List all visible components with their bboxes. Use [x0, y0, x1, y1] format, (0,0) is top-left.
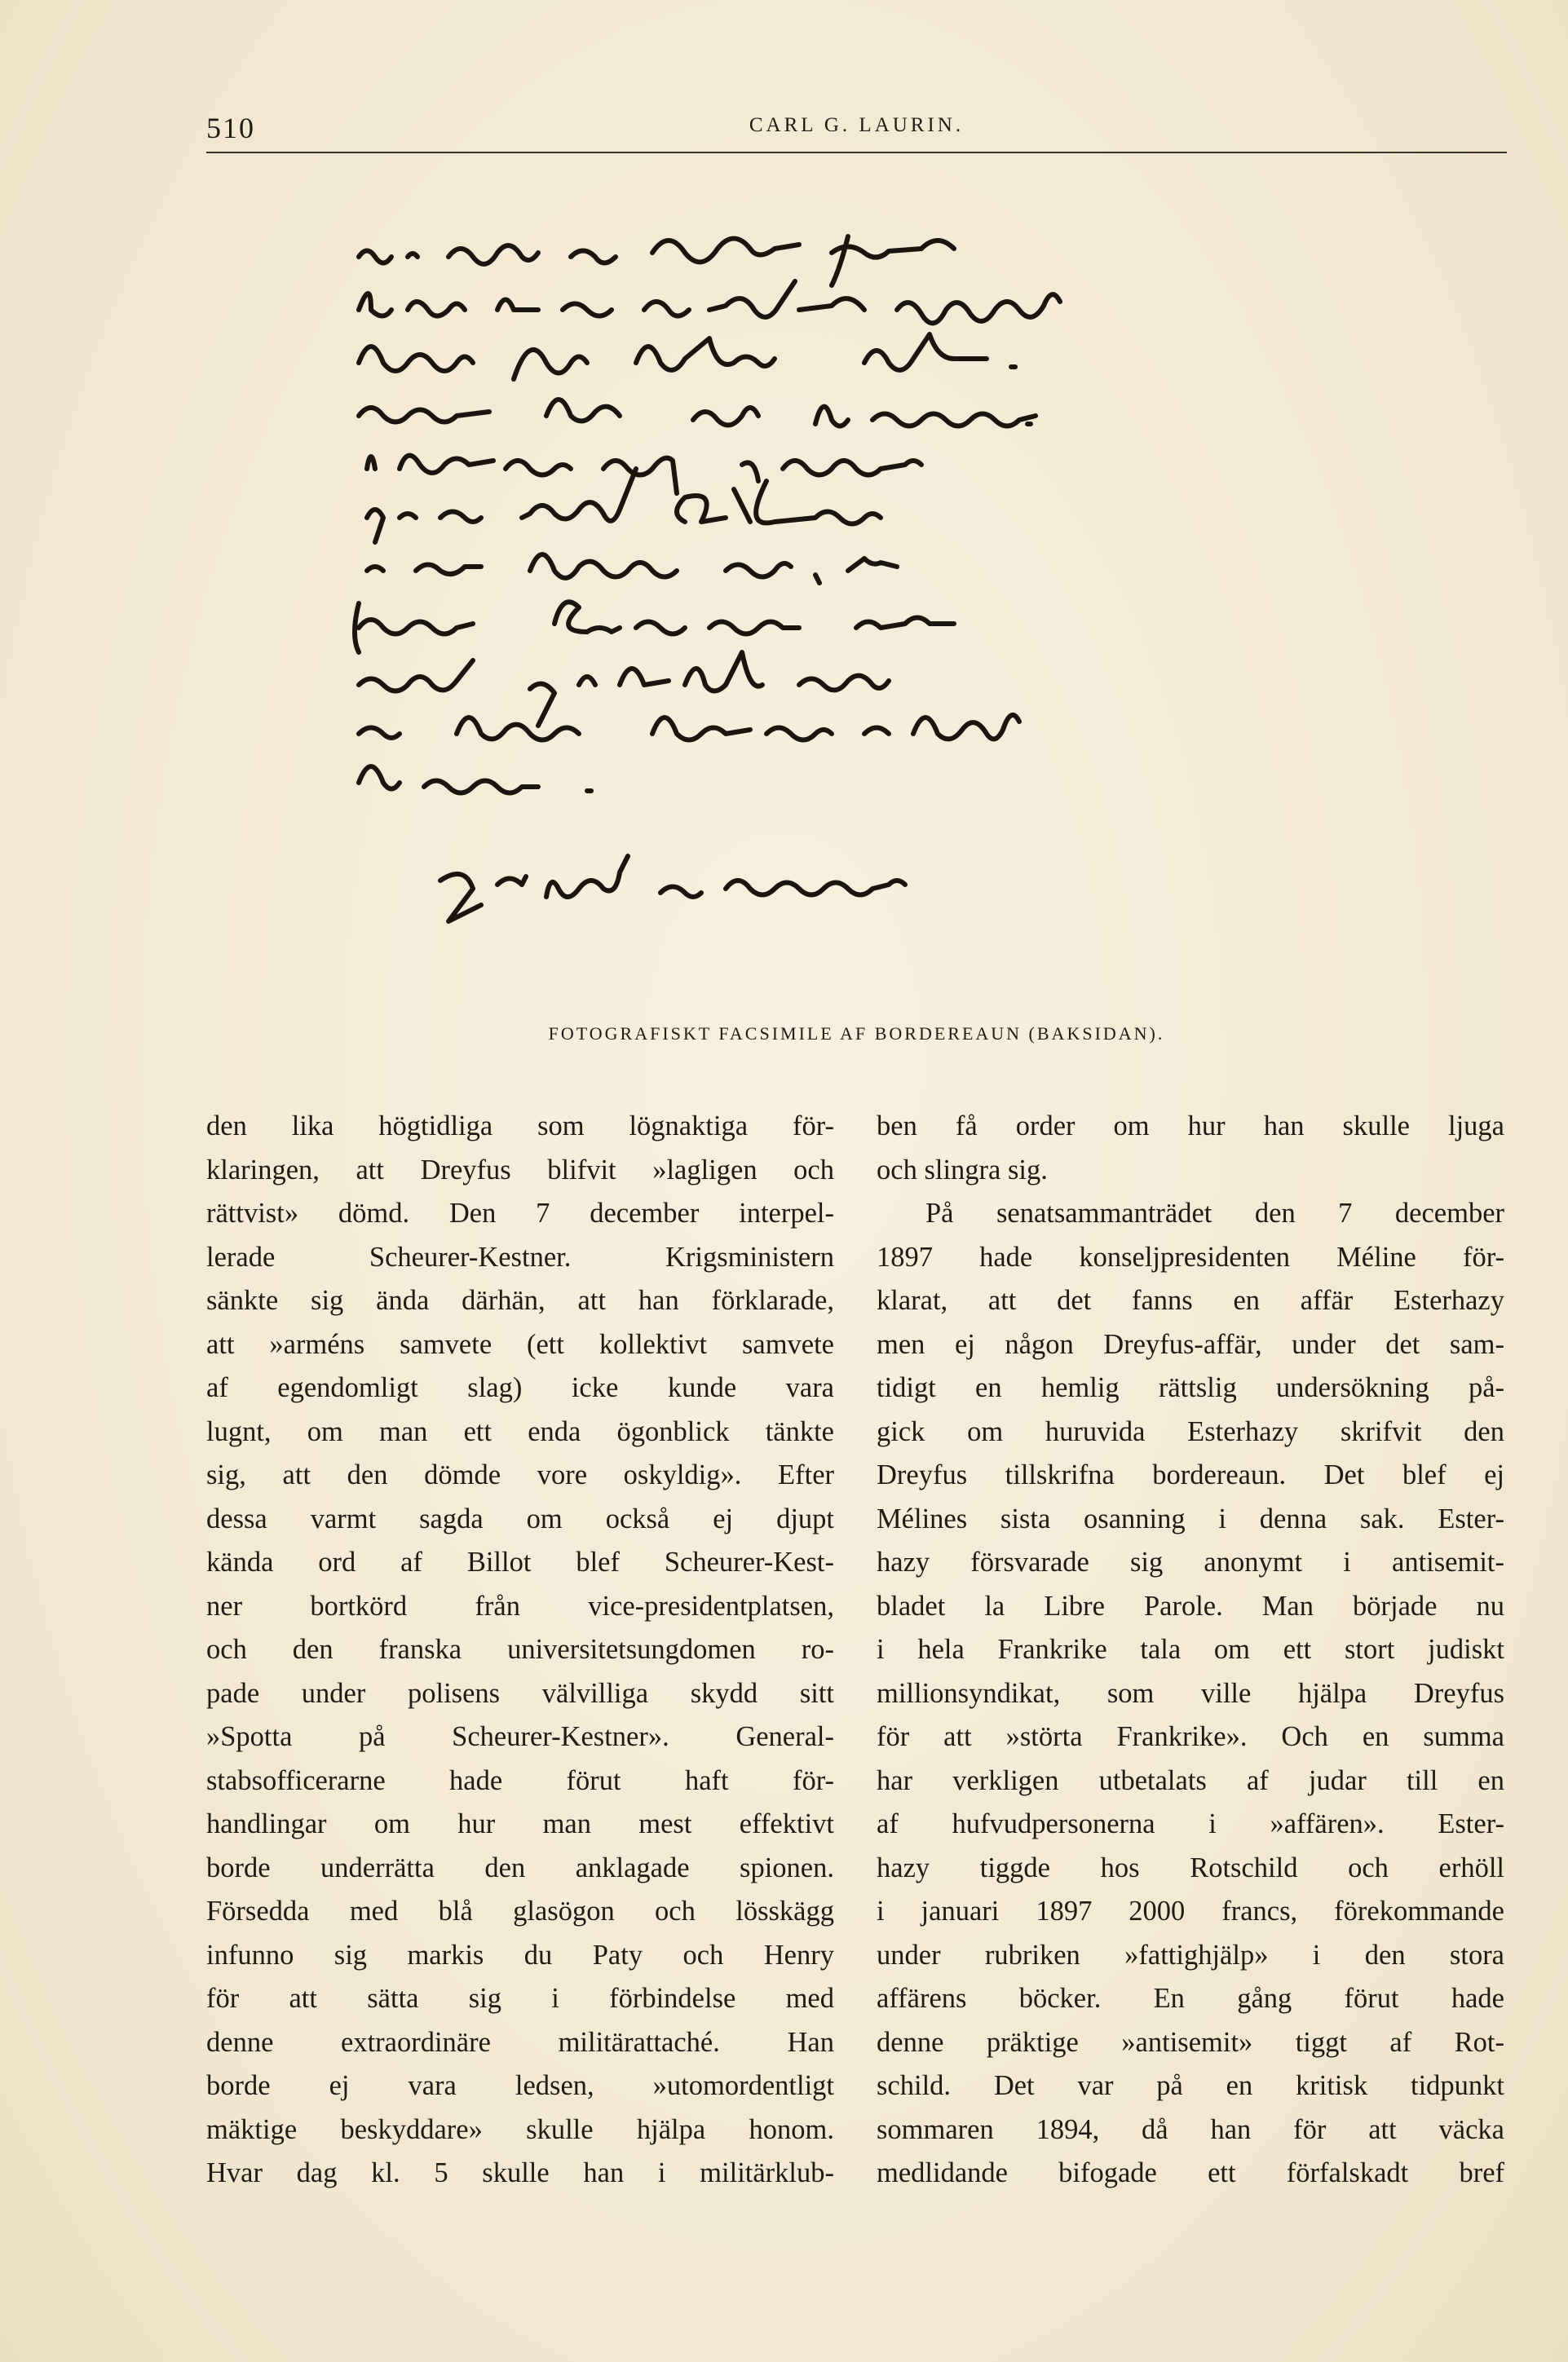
- text-line: mäktige beskyddare» skulle hjälpa honom.: [206, 2113, 834, 2145]
- figure-caption: FOTOGRAFISKT FACSIMILE AF BORDEREAUN (BAKSIDAN).: [548, 1023, 1165, 1044]
- text-line: för att sätta sig i förbindelse med: [206, 1983, 834, 2014]
- text-line: hazy tiggde hos Rotschild och erhöll: [877, 1852, 1504, 1883]
- text-line: schild. Det var på en kritisk tidpunkt: [877, 2070, 1504, 2101]
- text-line: och den franska universitetsungdomen ro-: [206, 1634, 834, 1665]
- text-line: borde ej vara ledsen, »utomordentligt: [206, 2070, 834, 2101]
- text-line: under rubriken »fattighjälp» i den stora: [877, 1939, 1504, 1971]
- text-line: för att »störta Frankrike». Och en summa: [877, 1721, 1504, 1752]
- text-line: klaringen, att Dreyfus blifvit »lagligen och: [206, 1154, 834, 1185]
- text-line: borde underrätta den anklagade spionen.: [206, 1852, 834, 1883]
- text-line: ben få order om hur han skulle ljuga: [877, 1110, 1504, 1141]
- text-line: På senatsammanträdet den 7 december: [925, 1198, 1504, 1229]
- text-line: millionsyndikat, som ville hjälpa Dreyfus: [877, 1677, 1504, 1709]
- text-line: hazy försvarade sig anonymt i antisemit-: [877, 1547, 1504, 1578]
- text-line: lugnt, om man ett enda ögonblick tänkte: [206, 1415, 834, 1447]
- text-line: och slingra sig.: [877, 1154, 1048, 1185]
- text-line: af hufvudpersonerna i »affären». Ester-: [877, 1808, 1504, 1839]
- header-rule: [206, 152, 1507, 153]
- text-line: bladet la Libre Parole. Man började nu: [877, 1590, 1504, 1622]
- text-line: handlingar om hur man mest effektivt: [206, 1808, 834, 1839]
- text-line: denne extraordinäre militärattaché. Han: [206, 2026, 834, 2058]
- text-line: ner bortkörd från vice-presidentplatsen,: [206, 1590, 834, 1622]
- text-line: stabsofficerarne hade förut haft för-: [206, 1764, 834, 1796]
- right-column: [877, 1105, 1504, 2196]
- text-line: den lika högtidliga som lögnaktiga för-: [206, 1110, 834, 1141]
- text-line: dessa varmt sagda om också ej djupt: [206, 1503, 834, 1534]
- text-line: sänkte sig ända därhän, att han förklarade,: [206, 1285, 834, 1316]
- left-column: [206, 1105, 834, 2196]
- text-line: i januari 1897 2000 francs, förekommande: [877, 1896, 1504, 1927]
- text-line: denne präktige »antisemit» tiggt af Rot-: [877, 2026, 1504, 2058]
- text-line: att »arméns samvete (ett kollektivt samvete: [206, 1328, 834, 1360]
- text-line: tidigt en hemlig rättslig undersökning på-: [877, 1372, 1504, 1403]
- text-line: sommaren 1894, då han för att väcka: [877, 2113, 1504, 2145]
- text-line: men ej någon Dreyfus-affär, under det sam-: [877, 1328, 1504, 1360]
- text-line: medlidande bifogade ett förfalskadt bref: [877, 2157, 1504, 2188]
- text-line: i hela Frankrike tala om ett stort judiskt: [877, 1634, 1504, 1665]
- text-line: pade under polisens välvilliga skydd sitt: [206, 1677, 834, 1709]
- text-line: gick om huruvida Esterhazy skrifvit den: [877, 1415, 1504, 1447]
- handwriting-image: [342, 220, 1305, 1003]
- running-title: CARL G. LAURIN.: [749, 114, 965, 136]
- running-head: [206, 111, 1507, 148]
- text-line: har verkligen utbetalats af judar till en: [877, 1764, 1504, 1796]
- text-line: af egendomligt slag) icke kunde vara: [206, 1372, 834, 1403]
- text-line: rättvist» dömd. Den 7 december interpel-: [206, 1198, 834, 1229]
- text-line: affärens böcker. En gång förut hade: [877, 1983, 1504, 2014]
- text-line: Hvar dag kl. 5 skulle han i militärklub-: [206, 2157, 834, 2188]
- text-line: Mélines sista osanning i denna sak. Ester-: [877, 1503, 1504, 1534]
- text-line: Dreyfus tillskrifna bordereaun. Det blef ej: [877, 1459, 1504, 1490]
- text-line: kända ord af Billot blef Scheurer-Kest-: [206, 1547, 834, 1578]
- handwritten-letter-facsimile: [342, 220, 1305, 1003]
- text-line: Försedda med blå glasögon och lösskägg: [206, 1896, 834, 1927]
- text-line: 1897 hade konseljpresidenten Méline för-: [877, 1241, 1504, 1273]
- text-line: sig, att den dömde vore oskyldig». Efter: [206, 1459, 834, 1490]
- text-line: »Spotta på Scheurer-Kestner». General-: [206, 1721, 834, 1752]
- text-line: lerade Scheurer-Kestner. Krigsministern: [206, 1241, 834, 1273]
- page-number: 510: [206, 112, 255, 144]
- text-line: klarat, att det fanns en affär Esterhazy: [877, 1285, 1504, 1316]
- text-line: infunno sig markis du Paty och Henry: [206, 1939, 834, 1971]
